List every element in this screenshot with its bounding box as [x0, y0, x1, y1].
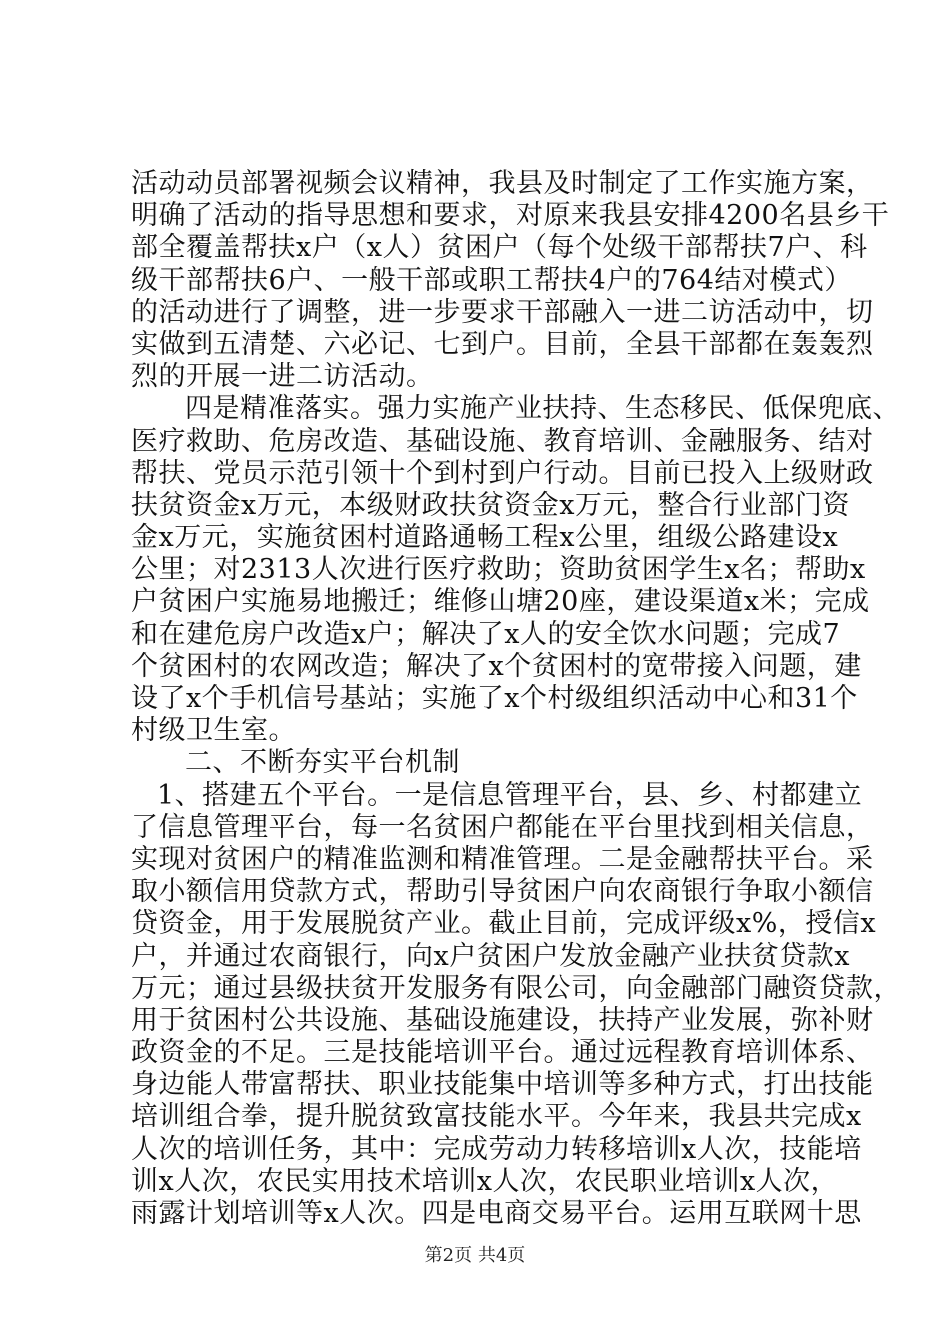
text-line: 金x万元，实施贫困村道路通畅工程x公里，组级公路建设x	[131, 522, 839, 554]
text-line: 了信息管理平台，每一名贫困户都能在平台里找到相关信息，	[131, 811, 874, 843]
text-line: 明确了活动的指导思想和要求，对原来我县安排4200名县乡干	[131, 200, 890, 232]
text-line: 身边能人带富帮扶、职业技能集中培训等多种方式，打出技能	[131, 1069, 874, 1101]
text-line: 培训组合拳，提升脱贫致富技能水平。今年来，我县共完成x	[131, 1101, 862, 1133]
text-line: 政资金的不足。三是技能培训平台。通过远程教育培训体系、	[131, 1037, 874, 1069]
paragraph-start-line: 四是精准落实。强力实施产业扶持、生态移民、低保兜底、	[185, 393, 900, 425]
text-line: 帮扶、党员示范引领十个到村到户行动。目前已投入上级财政	[131, 457, 874, 489]
text-line: 实做到五清楚、六必记、七到户。目前，全县干部都在轰轰烈	[131, 328, 874, 360]
text-line: 取小额信用贷款方式，帮助引导贫困户向农商银行争取小额信	[131, 876, 874, 908]
text-line: 村级卫生室。	[131, 715, 296, 747]
text-line: 雨露计划培训等x人次。四是电商交易平台。运用互联网十思	[131, 1198, 862, 1229]
text-line: 训x人次，农民实用技术培训x人次，农民职业培训x人次，	[131, 1165, 839, 1197]
text-line: 烈的开展一进二访活动。	[131, 361, 434, 393]
text-line: 贷资金，用于发展脱贫产业。截止目前，完成评级x%，授信x	[131, 908, 877, 940]
text-line: 医疗救助、危房改造、基础设施、教育培训、金融服务、结对	[131, 425, 874, 457]
text-line: 个贫困村的农网改造；解决了x个贫困村的宽带接入问题，建	[131, 650, 862, 682]
text-line: 实现对贫困户的精准监测和精准管理。二是金融帮扶平台。采	[131, 843, 874, 875]
text-line: 万元；通过县级扶贫开发服务有限公司，向金融部门融资贷款，	[131, 972, 901, 1004]
text-line: 设了x个手机信号基站；实施了x个村级组织活动中心和31个	[131, 683, 858, 714]
paragraph-start-line: 1、搭建五个平台。一是信息管理平台，县、乡、村都建立	[157, 779, 863, 811]
page-number-footer: 第2页 共4页	[424, 1245, 526, 1266]
text-line: 户贫困户实施易地搬迁；维修山塘20座，建设渠道x米；完成	[131, 586, 870, 618]
text-line: 和在建危房户改造x户；解决了x人的安全饮水问题；完成7	[131, 618, 841, 650]
text-line: 用于贫困村公共设施、基础设施建设，扶持产业发展，弥补财	[131, 1004, 874, 1036]
text-line: 活动动员部署视频会议精神，我县及时制定了工作实施方案，	[131, 168, 874, 199]
text-line: 扶贫资金x万元，本级财政扶贫资金x万元，整合行业部门资	[131, 489, 850, 521]
section-heading: 二、不断夯实平台机制	[185, 747, 460, 779]
text-line: 户，并通过农商银行，向x户贫困户发放金融产业扶贫贷款x	[131, 940, 850, 972]
text-line: 的活动进行了调整，进一步要求干部融入一进二访活动中，切	[131, 296, 874, 328]
text-line: 人次的培训任务，其中：完成劳动力转移培训x人次，技能培	[131, 1133, 862, 1165]
text-line: 级干部帮扶6户、一般干部或职工帮扶4户的764结对模式）	[131, 264, 852, 296]
document-body	[131, 168, 901, 1230]
text-line: 公里；对2313人次进行医疗救助；资助贫困学生x名；帮助x	[131, 554, 866, 586]
text-line: 部全覆盖帮扶x户（x人）贫困户（每个处级干部帮扶7户、科	[131, 232, 868, 264]
